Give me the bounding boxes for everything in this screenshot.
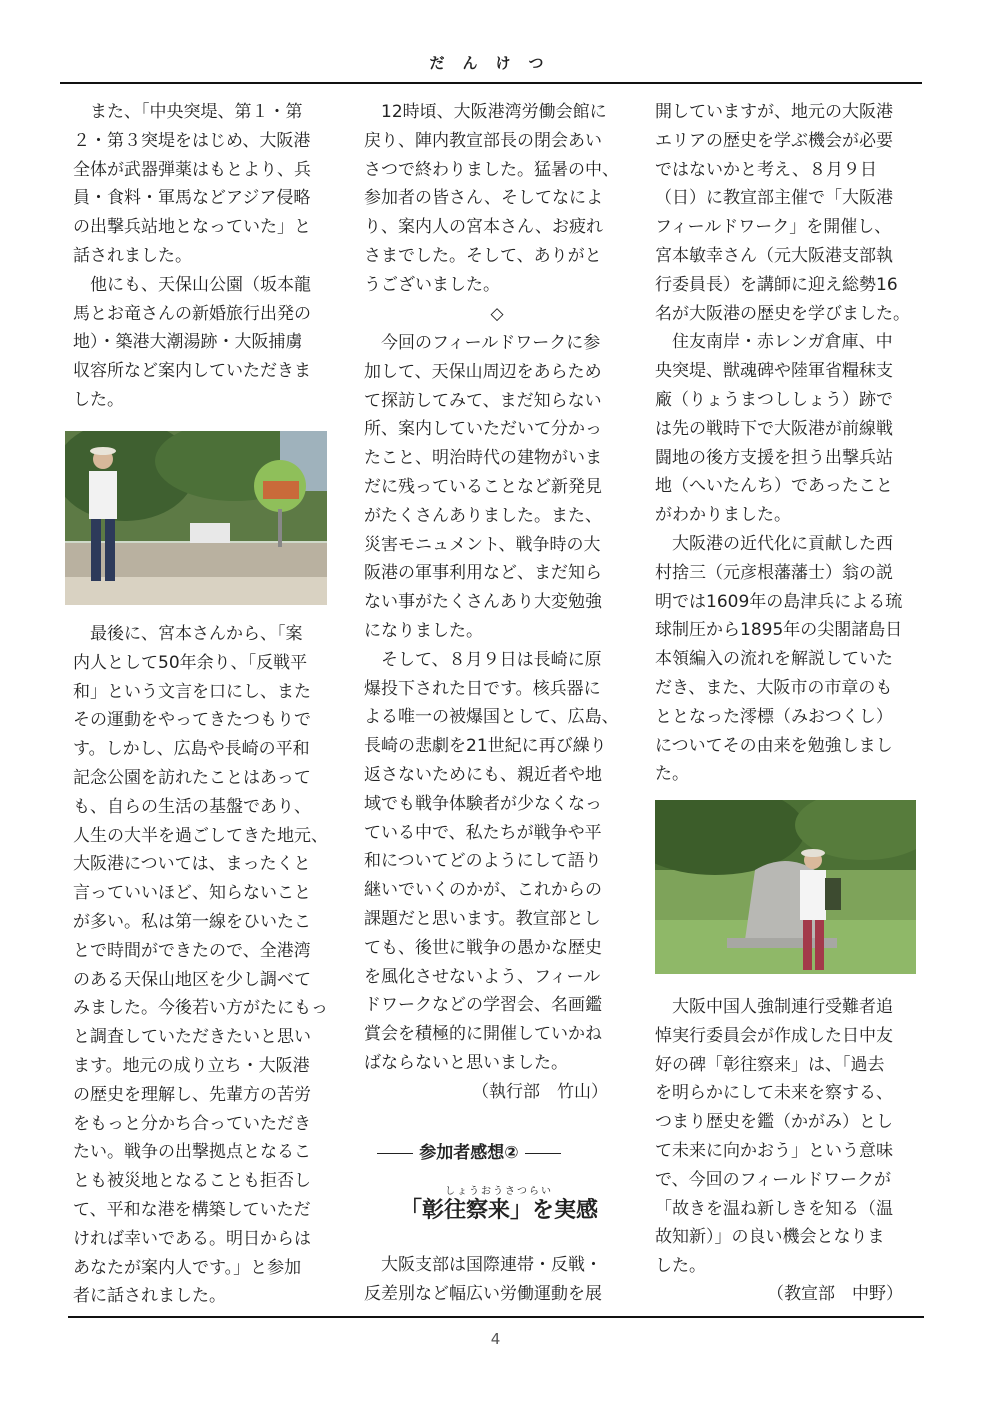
text-line: 他にも、天保山公園（坂本龍 xyxy=(73,274,311,295)
text-line: 闘地の後方支援を担う出撃兵站 xyxy=(655,447,893,468)
photo-monument xyxy=(655,800,916,974)
text-line: よる唯一の被爆国として、広島、 xyxy=(364,707,619,728)
text-line: は先の戦時下で大阪港が前線戦 xyxy=(655,418,893,439)
text-line: ２・第３突堤をはじめ、大阪港 xyxy=(73,130,311,151)
column-1-top-text xyxy=(73,98,339,415)
text-line: 最後に、宮本さんから、「案 xyxy=(73,624,303,644)
text-line: す。しかし、広島や長崎の平和 xyxy=(73,739,310,760)
text-line: がわかりました。 xyxy=(655,505,791,526)
text-line: 住友南岸・赤レンガ倉庫、中 xyxy=(655,332,893,353)
text-line: 員・食料・軍馬などアジア侵略 xyxy=(73,188,311,209)
column-1-bottom-text xyxy=(73,620,339,1311)
text-line: 故知新）」の良い機会となりま xyxy=(655,1227,885,1248)
text-line: 12時頃、大阪港湾労働会館に xyxy=(364,102,607,122)
text-line: を風化させないよう、フィール xyxy=(364,966,601,987)
text-line: した。 xyxy=(655,1256,706,1277)
newsletter-header: だんけつ xyxy=(429,54,562,72)
text-line: エリアの歴史を学ぶ機会が必要 xyxy=(655,130,893,151)
top-rule xyxy=(60,82,922,84)
text-line: 大阪支部は国際連帯・反戦・ xyxy=(364,1255,602,1275)
text-line: 加して、天保山周辺をあらため xyxy=(364,361,602,382)
text-line: 賞会を積極的に開催していかね xyxy=(364,1024,602,1045)
text-line: 明では1609年の島津兵による琉 xyxy=(655,591,903,612)
text-line: を明らかにして未来を察する、 xyxy=(655,1083,893,1104)
text-line: 戻り、陣内教宣部長の閉会あい xyxy=(364,130,602,151)
text-line: た。 xyxy=(655,764,689,785)
text-line: とで時間ができたので、全港湾 xyxy=(73,940,311,961)
text-line: になりました。 xyxy=(364,620,483,641)
text-line: 課題だと思います。教宣部とし xyxy=(364,908,601,929)
photo-guide-speaking xyxy=(65,431,327,605)
text-line: あなたが案内人です。」と参加 xyxy=(73,1257,302,1278)
text-line: さつで終わりました。猛暑の中、 xyxy=(364,159,619,180)
text-line: 地（へいたんち）であったこと xyxy=(655,476,893,497)
text-line: 球制圧から1895年の尖閣諸島日 xyxy=(655,620,903,641)
text-line: また、「中央突堤、第１・第 xyxy=(73,102,303,122)
section-heading-label: 参加者感想② xyxy=(419,1143,519,1163)
text-line: 今回のフィールドワークに参 xyxy=(364,333,601,353)
text-line: 爆投下された日です。核兵器に xyxy=(364,678,601,699)
text-line: 参加者の皆さん、そしてなによ xyxy=(364,188,604,209)
column-2-text-a xyxy=(364,98,630,300)
text-line: ではないかと考え、８月９日 xyxy=(655,159,878,180)
text-line: て、平和な港を構築していただ xyxy=(73,1199,311,1220)
text-line: たこと、明治時代の建物がいま xyxy=(364,448,602,469)
heading-dash-left xyxy=(377,1153,413,1154)
text-line: 全体が武器弾薬はもとより、兵 xyxy=(73,159,311,180)
text-line: 大阪港については、まったくと xyxy=(73,854,311,875)
heading-dash-right xyxy=(525,1153,561,1154)
text-line: 開していますが、地元の大阪港 xyxy=(655,102,893,122)
text-line: 宮本敏幸さん（元大阪港支部執 xyxy=(655,245,893,266)
text-line: たい。戦争の出撃拠点となるこ xyxy=(73,1142,311,1163)
text-line: だき、また、大阪市の市章のも xyxy=(655,677,893,698)
text-line: ばならないと思いました。 xyxy=(364,1052,568,1073)
text-line: 人生の大半を過ごしてきた地元、 xyxy=(73,825,328,846)
section-separator: ◇ xyxy=(490,304,504,324)
text-line: 域でも戦争体験者が少なくなっ xyxy=(364,793,602,814)
title-ruby: しょうおうさつらい xyxy=(445,1186,553,1197)
text-line: 所、案内していただいて分かっ xyxy=(364,419,602,440)
text-line: 央突堤、獣魂碑や陸軍省糧秣支 xyxy=(655,361,893,382)
text-line: 言っていいほど、知らないこと xyxy=(73,883,311,904)
text-line: 返さないためにも、親近者や地 xyxy=(364,764,602,785)
text-line: みました。今後若い方がたにもっ xyxy=(73,998,328,1019)
text-line: て未来に向かおう」という意味 xyxy=(655,1140,893,1161)
text-line: 本領編入の流れを解説していた xyxy=(655,649,893,670)
text-line: 悼実行委員会が作成した日中友 xyxy=(655,1025,893,1046)
text-line: ます。地元の成り立ち・大阪港 xyxy=(73,1055,310,1076)
text-line: だに残っていることなど新発見 xyxy=(364,476,602,497)
text-line: がたくさんありました。また、 xyxy=(364,505,602,526)
text-line: も、自らの生活の基盤であり、 xyxy=(73,796,311,817)
author-signature-2: （教宣部 中野） xyxy=(767,1284,903,1304)
author-signature-1: （執行部 竹山） xyxy=(472,1082,608,1102)
text-line: で、今回のフィールドワークが xyxy=(655,1169,891,1190)
column-2-text-b xyxy=(364,329,630,1078)
text-line: 行委員長）を講師に迎え総勢16 xyxy=(655,274,898,295)
text-line: そして、８月９日は長崎に原 xyxy=(364,649,602,670)
text-line: とも被災地となることも拒否し xyxy=(73,1171,311,1192)
text-line: 名が大阪港の歴史を学びました。 xyxy=(655,303,910,324)
bottom-rule xyxy=(68,1316,924,1318)
text-line: 「故きを温ね新しきを知る（温 xyxy=(655,1198,893,1219)
text-line: つまり歴史を鑑（かがみ）とし xyxy=(655,1112,893,1133)
text-line: 大阪港の近代化に貢献した西 xyxy=(655,533,893,554)
text-line: 長崎の悲劇を21世紀に再び繰り xyxy=(364,736,607,757)
text-line: て探訪してみて、まだ知らない xyxy=(364,390,602,411)
text-line: り、案内人の宮本さん、お疲れ xyxy=(364,217,604,238)
text-line: ない事がたくさんあり大変勉強 xyxy=(364,592,602,613)
text-line: 者に話されました。 xyxy=(73,1286,226,1307)
section-heading xyxy=(364,1138,574,1163)
column-3-bottom-text xyxy=(655,993,917,1281)
text-line: 内人として50年余り、「反戦平 xyxy=(73,652,308,673)
text-line: 和についてどのようにして語り xyxy=(364,851,602,872)
text-line: 村捨三（元彦根藩藩士）翁の説 xyxy=(655,562,893,583)
text-line: ドワークなどの学習会、名画鑑 xyxy=(364,995,602,1016)
text-line: の出撃兵站地となっていた」と xyxy=(73,217,311,238)
text-line: 和」という文言を口にし、また xyxy=(73,681,311,702)
column-3-top-text xyxy=(655,98,917,789)
text-line: ている中で、私たちが戦争や平 xyxy=(364,822,602,843)
text-line: 反差別など幅広い労働運動を展 xyxy=(364,1283,602,1304)
text-line: と調査していただきたいと思い xyxy=(73,1027,311,1048)
text-line: した。 xyxy=(73,389,124,410)
text-line: その運動をやってきたつもりで xyxy=(73,710,311,731)
text-line: 廠（りょうまつししょう）跡で xyxy=(655,389,893,410)
text-line: のある天保山地区を少し調べて xyxy=(73,969,311,990)
text-line: の歴史を理解し、先輩方の苦労 xyxy=(73,1084,311,1105)
column-2-text-c xyxy=(364,1251,630,1309)
text-line: 大阪中国人強制連行受難者追 xyxy=(655,997,893,1017)
text-line: が多い。私は第一線をひいたこ xyxy=(73,911,311,932)
text-line: 地）・築港大潮湯跡・大阪捕虜 xyxy=(73,332,303,353)
text-line: うございました。 xyxy=(364,274,500,295)
article-title: 「彰往察来」を実感 xyxy=(399,1198,598,1223)
text-line: （日）に教宣部主催で「大阪港 xyxy=(655,188,893,209)
text-line: 話されました。 xyxy=(73,245,192,266)
text-line: ければ幸いである。明日からは xyxy=(73,1228,311,1249)
text-line: さまでした。そして、ありがと xyxy=(364,245,602,266)
text-line: 阪港の軍事利用など、まだ知ら xyxy=(364,563,602,584)
text-line: 好の碑「彰往察来」は、「過去 xyxy=(655,1054,885,1075)
text-line: 収容所など案内していただきま xyxy=(73,361,311,382)
text-line: ととなった澪標（みおつくし） xyxy=(655,706,893,727)
text-line: についてその由来を勉強しまし xyxy=(655,735,893,756)
text-line: 継いでいくのかが、これからの xyxy=(364,880,602,901)
text-line: をもっと分かち合っていただき xyxy=(73,1113,311,1134)
text-line: 記念公園を訪れたことはあって xyxy=(73,767,311,788)
text-line: 災害モニュメント、戦争時の大 xyxy=(364,534,601,555)
page-number: 4 xyxy=(490,1330,501,1348)
text-line: フィールドワーク」を開催し、 xyxy=(655,217,892,238)
text-line: ても、後世に戦争の愚かな歴史 xyxy=(364,937,602,958)
text-line: 馬とお竜さんの新婚旅行出発の xyxy=(73,303,311,324)
